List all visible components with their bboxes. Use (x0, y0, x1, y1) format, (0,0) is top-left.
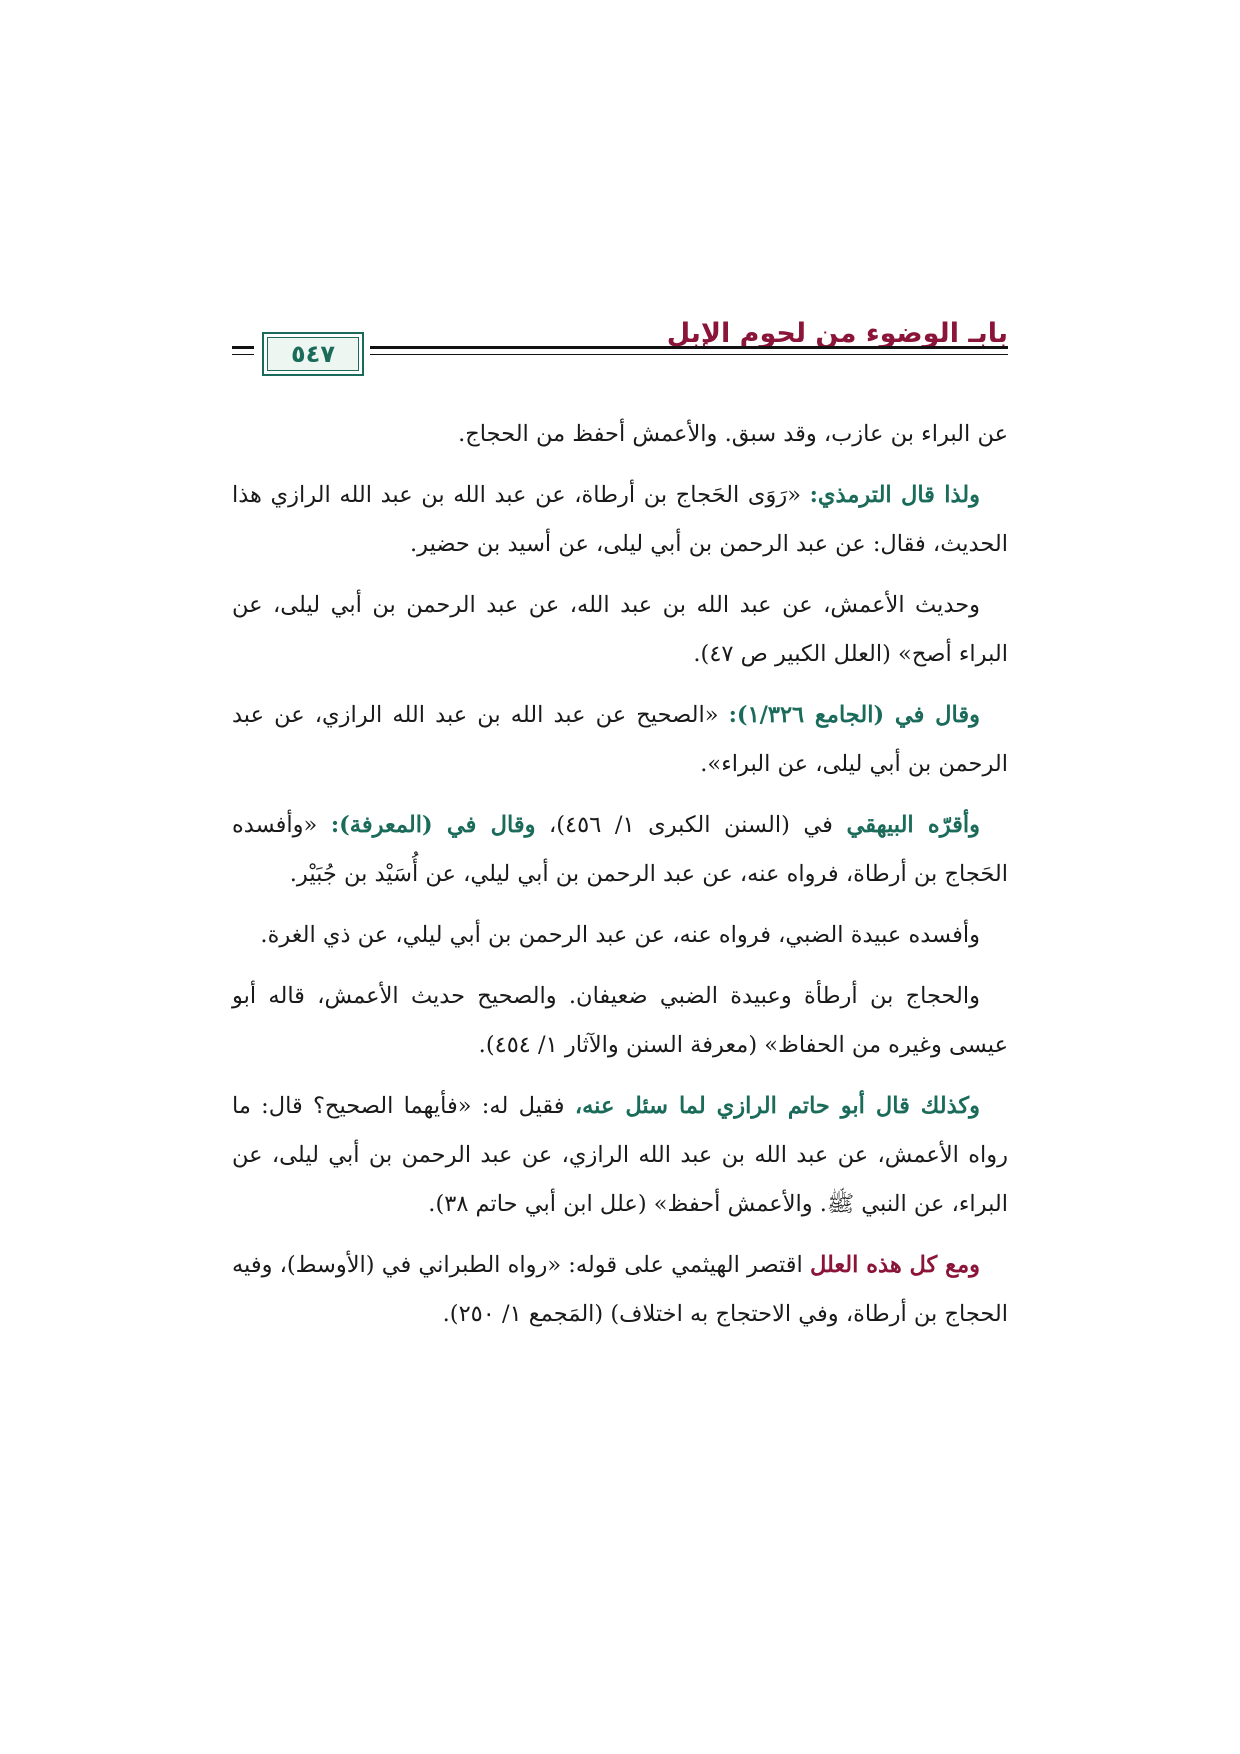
paragraph-text: اقتصر الهيثمي على قوله: «رواه الطبراني في (الأوسط)، وفيه الحجاج بن أرطاة، وفي الاحتجاج به اختلاف) (المَجمع ١/ ٢٥٠). (231, 1252, 1008, 1327)
paragraph-3 (232, 581, 1008, 679)
paragraph-text: «الصحيح عن عبد الله بن عبد الله الرازي، عن عبد الرحمن بن أبي ليلى، عن البراء». (232, 702, 1008, 777)
paragraph-4 (232, 691, 1008, 789)
paragraph-lead: وأقرّه البيهقي (846, 812, 980, 838)
paragraph-text: وأفسده عبيدة الضبي، فرواه عنه، عن عبد الرحمن بن أبي ليلي، عن ذي الغرة. (260, 922, 980, 948)
paragraph-9 (232, 1241, 1008, 1339)
paragraph-text: عن البراء بن عازب، وقد سبق. والأعمش أحفظ من الحجاج. (458, 421, 1008, 447)
paragraph-7 (232, 972, 1008, 1070)
page-number: ٥٤٧ (291, 340, 335, 368)
paragraph-8 (232, 1082, 1008, 1229)
paragraph-lead-2: وقال في (المعرفة): (330, 812, 536, 838)
header-rule-bottom (232, 354, 254, 355)
paragraph-text-2: «وأفسده الحَجاج بن أرطاة، فرواه عنه، عن عبد الرحمن بن أبي ليلي، عن أُسَيْد بن جُبَيْر. (232, 812, 1008, 887)
page-body (232, 410, 1008, 1351)
header-rule-top (232, 346, 254, 349)
paragraph-text: والحجاج بن أرطأة وعبيدة الضبي ضعيفان. والصحيح حديث الأعمش، قاله أبو عيسى وغيره من الحفاظ» (معرفة السنن والآثار ١/ ٤٥٤). (232, 983, 1008, 1058)
paragraph-lead: وقال في (الجامع ١/٣٢٦): (728, 702, 980, 728)
paragraph-text: «رَوَى الحَجاج بن أرطاة، عن عبد الله بن عبد الله الرازي هذا الحديث، فقال: عن عبد الرحمن بن أبي ليلى، عن أسيد بن حضير. (232, 482, 1008, 557)
paragraph-lead: ولذا قال الترمذي: (809, 482, 980, 508)
paragraph-lead: ومع كل هذه العلل (809, 1252, 980, 1278)
chapter-title: بابـ الوضوء من لحوم الإبل (666, 318, 1008, 349)
header-rule-top-right (370, 346, 1008, 349)
paragraph-5 (232, 801, 1008, 899)
paragraph-1 (232, 410, 1008, 459)
page-number-frame (262, 332, 364, 376)
page-header (232, 310, 1008, 380)
paragraph-text: فقيل له: «فأيهما الصحيح؟ قال: ما رواه الأعمش، عن عبد الله بن عبد الله الرازي، عن عبد الرحمن بن أبي ليلى، عن البراء، عن النبي ﷺ. والأعمش أحفظ» (علل ابن أبي حاتم ٣٨). (232, 1093, 1008, 1217)
paragraph-text: في (السنن الكبرى ١/ ٤٥٦)، (535, 812, 847, 838)
paragraph-6 (232, 911, 1008, 960)
paragraph-2 (232, 471, 1008, 569)
paragraph-text: وحديث الأعمش، عن عبد الله بن عبد الله، عن عبد الرحمن بن أبي ليلى، عن البراء أصح» (العلل الكبير ص ٤٧). (232, 592, 1008, 667)
header-rule-bottom-right (370, 354, 1008, 355)
paragraph-lead: وكذلك قال أبو حاتم الرازي لما سئل عنه، (574, 1093, 980, 1119)
